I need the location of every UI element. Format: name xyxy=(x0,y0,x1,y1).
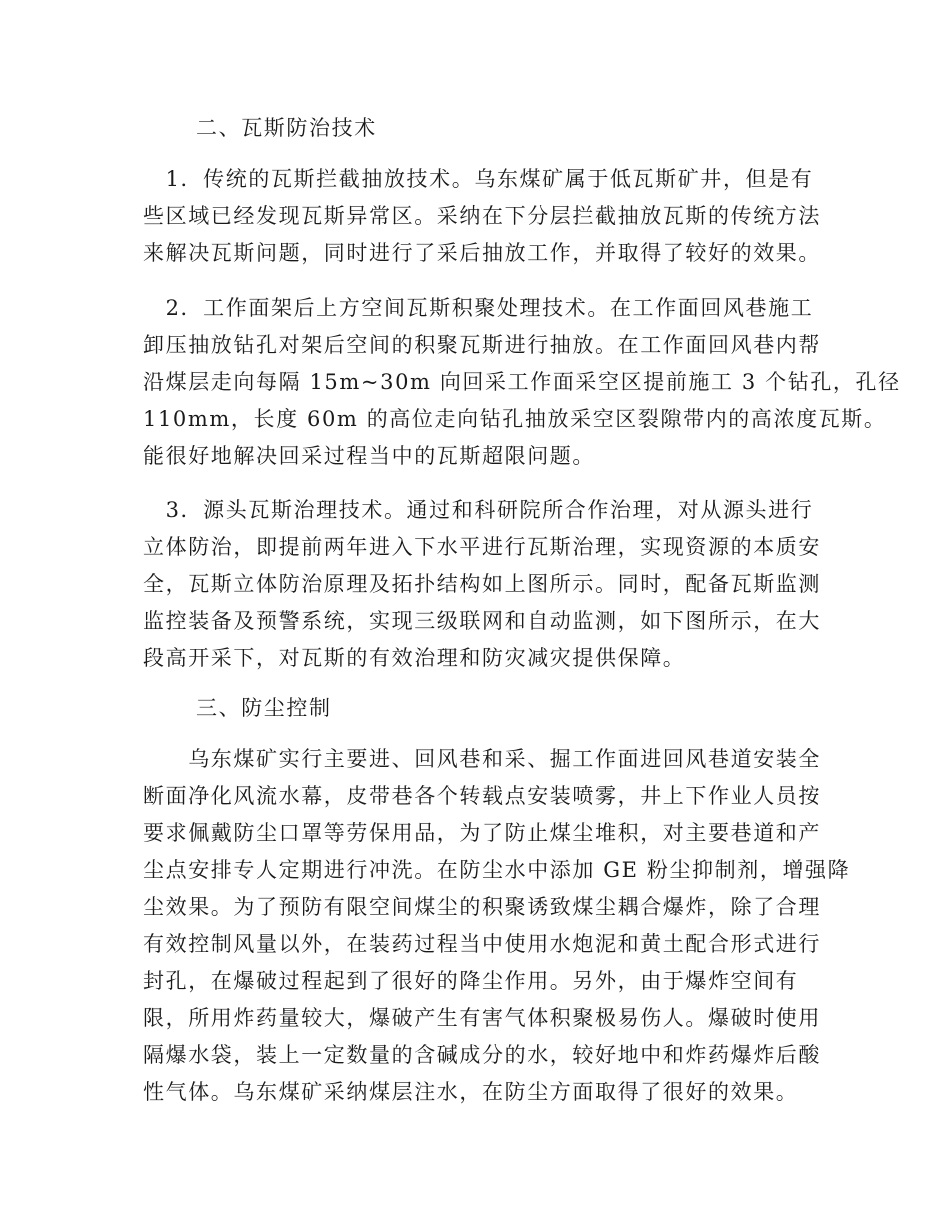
paragraph-dust-control xyxy=(143,741,851,1111)
paragraph-line: 能很好地解决回采过程当中的瓦斯超限问题。 xyxy=(143,444,595,468)
paragraph-line: 监控装备及预警系统，实现三级联网和自动监测，如下图所示，在大 xyxy=(143,609,821,633)
section-heading-dust-control xyxy=(196,690,861,727)
paragraph-line: 尘点安排专人定期进行冲洗。在防尘水中添加 GE 粉尘抑制剂，增强降 xyxy=(143,858,851,882)
paragraph-line: 些区域已经发现瓦斯异常区。采纳在下分层拦截抽放瓦斯的传统方法 xyxy=(143,204,821,228)
section-heading-gas-control xyxy=(196,110,861,147)
paragraph-line: 卸压抽放钻孔对架后空间的积聚瓦斯进行抽放。在工作面回风巷内帮 xyxy=(143,333,821,357)
paragraph-line: 1．传统的瓦斯拦截抽放技术。乌东煤矿属于低瓦斯矿井，但是有 xyxy=(143,167,814,191)
paragraph-line: 3．源头瓦斯治理技术。通过和科研院所合作治理，对从源头进行 xyxy=(143,498,814,522)
paragraph-source-gas-control xyxy=(143,492,821,677)
paragraph-line: 立体防治，即提前两年进入下水平进行瓦斯治理，实现资源的本质安 xyxy=(143,535,821,559)
paragraph-line: 来解决瓦斯问题，同时进行了采后抽放工作，并取得了较好的效果。 xyxy=(143,241,821,265)
paragraph-line: 110mm，长度 60m 的高位走向钻孔抽放采空区裂隙带内的高浓度瓦斯。 xyxy=(143,407,887,431)
paragraph-line: 隔爆水袋，装上一定数量的含碱成分的水，较好地中和炸药爆炸后酸 xyxy=(143,1043,821,1067)
heading-text: 二、瓦斯防治技术 xyxy=(196,116,377,140)
paragraph-line: 乌东煤矿实行主要进、回风巷和采、掘工作面进回风巷道安装全 xyxy=(143,747,821,771)
paragraph-goaf-gas-treatment xyxy=(143,290,901,475)
paragraph-line: 全，瓦斯立体防治原理及拓扑结构如上图所示。同时，配备瓦斯监测 xyxy=(143,572,821,596)
heading-text: 三、防尘控制 xyxy=(196,696,332,720)
paragraph-line: 有效控制风量以外，在装药过程当中使用水炮泥和黄土配合形式进行 xyxy=(143,932,821,956)
paragraph-line: 尘效果。为了预防有限空间煤尘的积聚诱致煤尘耦合爆炸，除了合理 xyxy=(143,895,821,919)
paragraph-line: 沿煤层走向每隔 15m~30m 向回采工作面采空区提前施工 3 个钻孔，孔径 xyxy=(143,370,901,394)
paragraph-line: 断面净化风流水幕，皮带巷各个转载点安装喷雾，井上下作业人员按 xyxy=(143,784,821,808)
paragraph-line: 性气体。乌东煤矿采纳煤层注水，在防尘方面取得了很好的效果。 xyxy=(143,1080,799,1104)
paragraph-line: 限，所用炸药量较大，爆破产生有害气体积聚极易伤人。爆破时使用 xyxy=(143,1006,821,1030)
paragraph-line: 2．工作面架后上方空间瓦斯积聚处理技术。在工作面回风巷施工 xyxy=(143,296,814,320)
paragraph-line: 封孔，在爆破过程起到了很好的降尘作用。另外，由于爆炸空间有 xyxy=(143,969,799,993)
paragraph-line: 段高开采下，对瓦斯的有效治理和防灾减灾提供保障。 xyxy=(143,646,686,670)
paragraph-gas-interception xyxy=(143,161,821,272)
paragraph-line: 要求佩戴防尘口罩等劳保用品，为了防止煤尘堆积，对主要巷道和产 xyxy=(143,821,821,845)
